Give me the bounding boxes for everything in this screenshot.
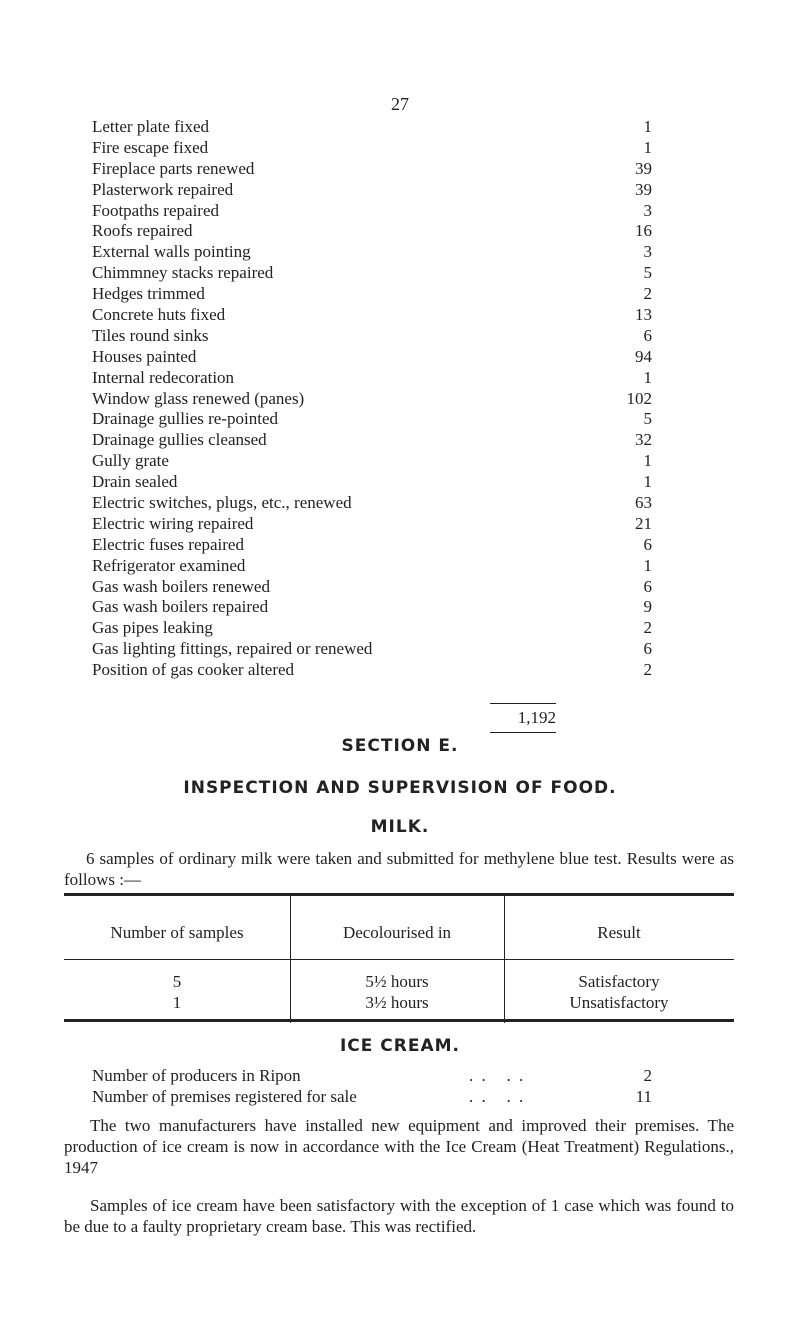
repair-label: Drain sealed [92,472,178,492]
repair-label: Electric switches, plugs, etc., renewed [92,493,352,513]
ice-cream-paragraph: The two manufacturers have installed new equipment and improved their premises. The production of ice cream is now in accordance with the Ice Cream (Heat Treatment) Regulations., 1947 [64,1116,734,1177]
stat-value: 2 [643,1066,652,1085]
repair-label: Plasterwork repaired [92,179,234,199]
list-item [92,263,692,284]
list-item [92,201,692,222]
repair-label: Roofs repaired [92,221,193,241]
repair-label: Electric wiring repaired [92,513,254,533]
milk-intro: 6 samples of ordinary milk were taken and submitted for methylene blue test. Results were as follows :— [64,849,734,889]
repair-value: 6 [643,325,652,345]
ice-cream-stat-row [92,1066,692,1087]
list-item [92,535,692,556]
section-title: SECTION E. [341,736,459,756]
repair-label: Gully grate [92,451,169,471]
milk-results-table [64,893,734,1023]
repair-label: Fireplace parts renewed [92,158,255,178]
stat-value: 11 [635,1087,652,1106]
list-item [92,159,692,180]
repair-value: 1 [643,555,652,575]
list-item [92,409,692,430]
repair-label: Concrete huts fixed [92,305,226,325]
repair-label: Electric fuses repaired [92,534,244,554]
list-item [92,472,692,493]
repair-label: Gas lighting fittings, repaired or renewed [92,639,373,659]
stat-label: Number of premises registered for sale [92,1087,357,1106]
repair-label: Gas wash boilers renewed [92,576,270,596]
list-item [92,180,692,201]
repair-label: Fire escape fixed [92,137,209,157]
repair-value: 1 [643,117,652,136]
table-cell-time: 5½ hours [365,972,429,991]
list-item [92,242,692,263]
list-item [92,305,692,326]
list-item [92,514,692,535]
repair-value: 2 [643,284,652,304]
table-cell-time: 3½ hours [365,993,429,1012]
repair-value: 13 [635,305,652,325]
milk-heading: MILK. [370,817,430,837]
repair-value: 16 [635,221,652,241]
table-bottom-rule [64,1019,734,1022]
repair-value: 6 [643,576,652,596]
repair-value: 1 [643,451,652,471]
list-item [92,117,692,138]
repair-value: 21 [635,513,652,533]
ice-cream-stat-row [92,1087,692,1108]
list-item [92,430,692,451]
repair-value: 5 [643,263,652,283]
column-header-samples: Number of samples [110,923,244,942]
repair-value: 3 [643,242,652,262]
repair-value: 2 [643,660,652,680]
repair-label: External walls pointing [92,242,251,262]
list-item [92,221,692,242]
leader-dots: . . . . [469,1087,526,1106]
column-header-decolourised: Decolourised in [342,923,452,942]
repair-label: Gas wash boilers repaired [92,597,269,617]
repair-value: 102 [626,388,652,408]
repair-label: Drainage gullies cleansed [92,430,267,450]
repair-value: 32 [635,430,652,450]
header-rule [64,959,290,960]
repair-label: Gas pipes leaking [92,618,213,638]
repair-label: Window glass renewed (panes) [92,388,305,408]
repair-value: 6 [643,534,652,554]
ice-cream-heading: ICE CREAM. [339,1036,461,1056]
repair-value: 1 [643,472,652,492]
repair-label: Chimmney stacks repaired [92,263,274,283]
list-item [92,389,692,410]
repair-label: Letter plate fixed [92,117,210,136]
repair-label: Footpaths repaired [92,200,219,220]
list-item [92,577,692,598]
repair-label: Hedges trimmed [92,284,205,304]
list-item [92,451,692,472]
repairs-list [92,117,692,681]
table-cell-samples: 1 [172,993,182,1012]
repair-label: Houses painted [92,346,197,366]
leader-dots: . . . . [469,1066,526,1085]
list-item [92,493,692,514]
table-cell-result: Unsatisfactory [569,993,669,1012]
list-item [92,368,692,389]
repair-value: 9 [643,597,652,617]
list-item [92,618,692,639]
list-item [92,284,692,305]
repair-value: 1 [643,137,652,157]
column-header-result: Result [597,923,641,942]
list-item [92,347,692,368]
list-item [92,597,692,618]
repair-label: Position of gas cooker altered [92,660,295,680]
repair-value: 2 [643,618,652,638]
page-number: 27 [391,94,409,114]
list-item [92,556,692,577]
list-item [92,660,692,681]
repair-value: 1 [643,367,652,387]
list-item [92,326,692,347]
table-cell-samples: 5 [172,972,182,991]
table-top-rule [64,893,734,896]
list-item [92,639,692,660]
repair-value: 39 [635,179,652,199]
repair-value: 6 [643,639,652,659]
repair-label: Internal redecoration [92,367,235,387]
section-subtitle: INSPECTION AND SUPERVISION OF FOOD. [183,778,617,798]
repair-label: Drainage gullies re-pointed [92,409,278,429]
repair-value: 94 [635,346,652,366]
repair-label: Refrigerator examined [92,555,246,575]
ice-cream-paragraph: Samples of ice cream have been satisfactory with the exception of 1 case which was found to be due to a faulty proprietary cream base. This was rectified. [64,1196,734,1236]
repair-label: Tiles round sinks [92,325,209,345]
header-rule [290,959,734,960]
table-cell-result: Satisfactory [578,972,660,991]
total-rule-top [490,703,556,704]
repair-value: 63 [635,493,652,513]
repairs-total: 1,192 [517,708,556,727]
repair-value: 3 [643,200,652,220]
repair-value: 39 [635,158,652,178]
stat-label: Number of producers in Ripon [92,1066,301,1085]
repair-value: 5 [643,409,652,429]
list-item [92,138,692,159]
total-rule-bottom [490,732,556,733]
